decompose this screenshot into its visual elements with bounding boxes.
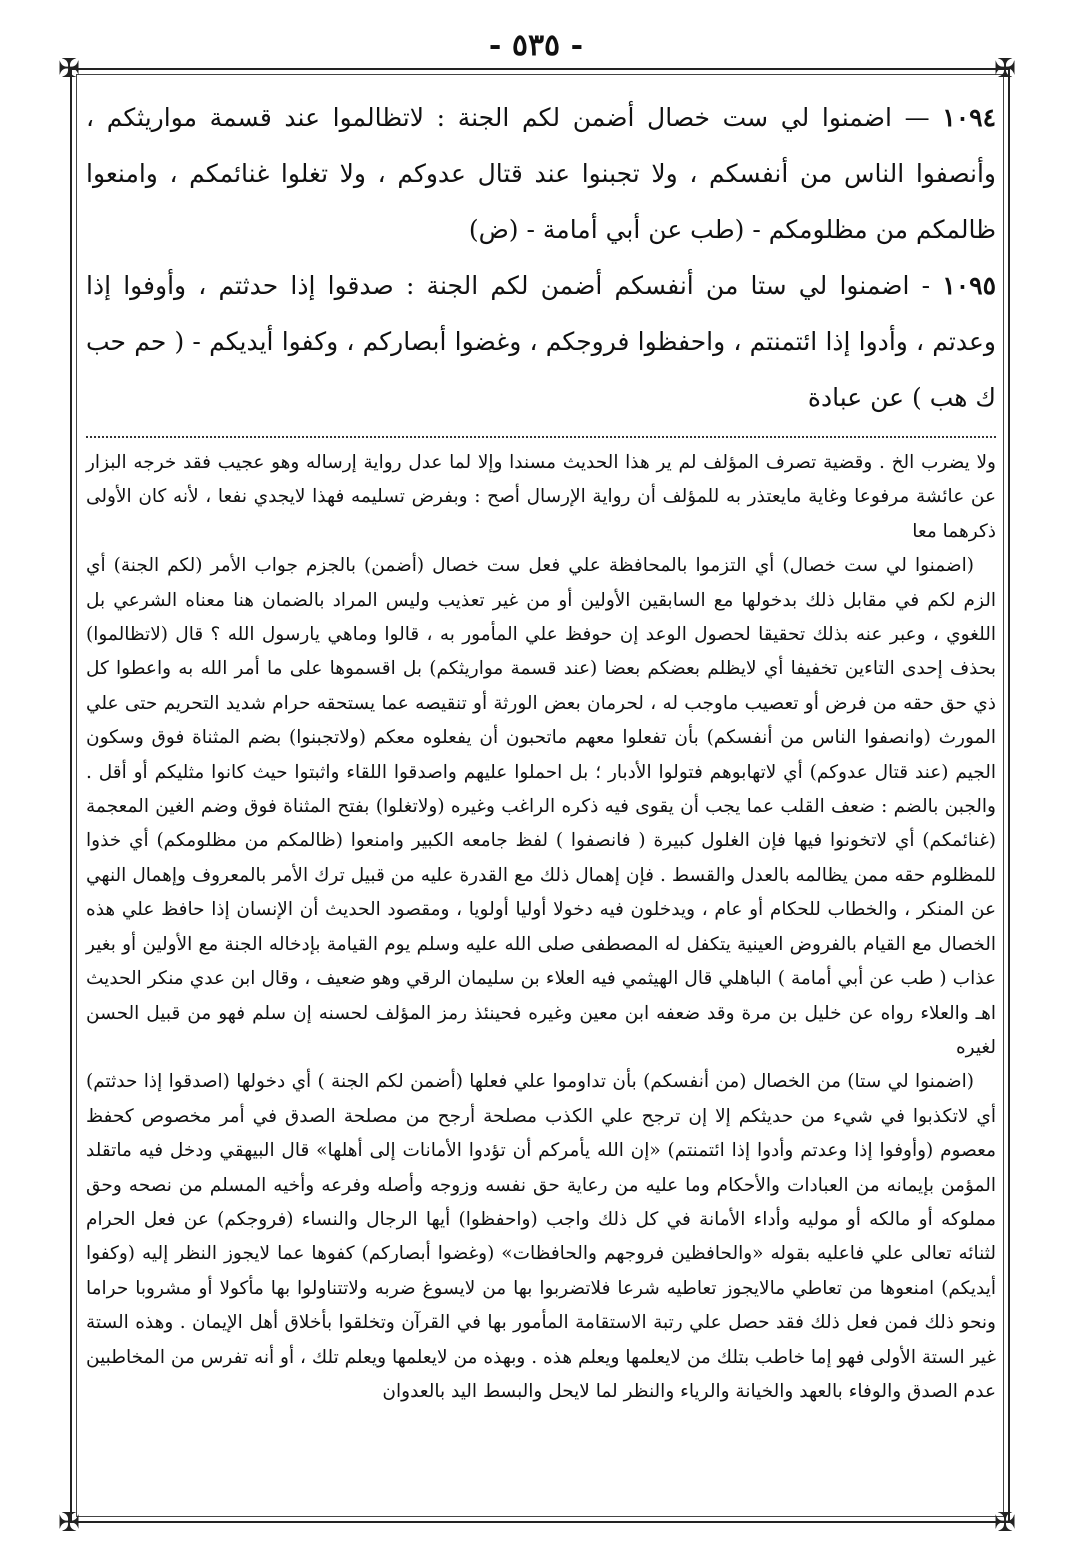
hadith-number: ١٠٩٥ (942, 271, 997, 300)
commentary-paragraph-prev: ولا يضرب الخ . وقضية تصرف المؤلف لم ير هذا الحديث مسندا وإلا لما عدل رواية إرساله وهو عجيب فقد خرجه البزار عن عائشة مرفوعا وغاية مايعتذر به للمؤلف أن رواية الإرسال أصح : وبفرض تسليمه فهذا لايجدي نفعا ، لأنه كان الأولى ذكرهما معا (86, 452, 996, 542)
page-number: - ٥٣٥ - (488, 28, 584, 63)
corner-ornament-icon: ✠ (994, 1508, 1016, 1538)
commentary-paragraph-1095: (اضمنوا لي ستا) من الخصال (من أنفسكم) بأن تداوموا علي فعلها (أضمن لكم الجنة ) أي دخولها (اصدقوا إذا حدثتم) أي لاتكذبوا في شيء من حديثكم إلا إن ترجح علي الكذب مصلحة أرجح من مصلحة الصدق في أمر مخصوص كحفظ معصوم (وأوفوا إذا وعدتم وأدوا إذا ائتمنتم) «إن الله يأمركم أن تؤدوا الأمانات إلى أهلها» قال البيهقي ودخل فيه ماتقلد المؤمن بإيمانه من العبادات والأحكام وما عليه من رعاية حق نفسه وزوجه وأصله وفرعه وأخيه المسلم من نصحه وحق مملوكه أو مالكه أو موليه وأداء الأمانة في كل ذلك واجب (واحفظوا) أيها الرجال والنساء (فروجكم) عن فعل الحرام لثنائه تعالى علي فاعليه بقوله «والحافظين فروجهم والحافظات» (وغضوا أبصاركم) كفوها عما لايجوز النظر إليه (وكفوا أيديكم) امنعوها من تعاطي مالايجوز تعاطيه شرعا فلاتضربوا بها من لايسوغ ضربه ولاتتناولوا بها مأكولا أو مشروبا حراما ونحو ذلك فمن فعل ذلك فقد حصل علي رتبة الاستقامة المأمور بها في القرآن وتخلقوا بأخلاق أهل الإيمان . وهذه الستة غير الستة الأولى فهو إما خاطب بتلك من لايعلمها ويعلم هذه . وبهذه من لايعلمها ويعلم تلك ، أو أنه تفرس من المخاطبين عدم الصدق والوفاء بالعهد والخيانة والرياء والنظر لما لايحل والبسط اليد بالعدوان (86, 1071, 996, 1402)
corner-ornament-icon: ✠ (994, 54, 1016, 84)
dotted-separator (86, 436, 996, 438)
hadith-text: - اضمنوا لي ستا من أنفسكم أضمن لكم الجنة : صدقوا إذا حدثتم ، وأوفوا إذا وعدتم ، وأدوا إذا ائتمنتم ، واحفظوا فروجكم ، وغضوا أبصاركم ، وكفوا أيديكم - ( حم حب ك هب ) عن عبادة (86, 271, 996, 412)
page-content (86, 90, 996, 1409)
corner-ornament-icon: ✠ (58, 1508, 80, 1538)
corner-ornament-icon: ✠ (58, 54, 80, 84)
hadith-1095 (86, 258, 996, 426)
hadith-1094 (86, 90, 996, 258)
commentary-paragraph-1094: (اضمنوا لي ست خصال) أي التزموا بالمحافظة علي فعل ست خصال (أضمن) بالجزم جواب الأمر (لكم الجنة) أي الزم لكم في مقابل ذلك بدخولها مع السابقين الأولين أو من غير تعذيب وليس المراد بالضمان هنا معناه الشرعي بل اللغوي ، وعبر عنه بذلك تحقيقا لحصول الوعد إن حوفظ علي المأمور به ، قالوا وماهي يارسول الله ؟ قال (لاتظالموا) بحذف إحدى التاءين تخفيفا أي لايظلم بعضكم بعضا (عند قسمة مواريثكم) بل اقسموها على ما أمر الله به واعطوا كل ذي حق حقه من فرض أو تعصيب ماوجب له ، لحرمان بعض الورثة أو تنقيصه عما يستحقه حرام شديد التحريم حتى علي المورث (وانصفوا الناس من أنفسكم) بأن تفعلوا معهم ماتحبون أن يفعلوه معكم (ولاتجبنوا) بضم المثناة فوق وسكون الجيم (عند قتال عدوكم) أي لاتهابوهم فتولوا الأدبار ؛ بل احملوا عليهم واصدقوا اللقاء واثبتوا حيث كانوا مثليكم أو أقل . والجبن بالضم : ضعف القلب عما يجب أن يقوى فيه ذكره الراغب وغيره (ولاتغلوا) بفتح المثناة فوق وضم الغين المعجمة (غنائمكم) أي لاتخونوا فيها فإن الغلول كبيرة ( فانصفوا ) لفظ جامعه الكبير وامنعوا (ظالمكم من مظلومكم) أي خذوا للمظلوم حقه ممن يظالمه بالعدل والقسط . فإن إهمال ذلك مع القدرة عليه من قبيل ترك الأمر بالمعروف وإهمال النهي عن المنكر ، والخطاب للحكام أو عام ، ويدخلون فيه دخولا أوليا أولويا ، ومقصود الحديث أن الإنسان إذا حافظ علي هذه الخصال مع القيام بالفروض العينية يتكفل له المصطفى صلى الله عليه وسلم يوم القيامة بإدخاله الجنة مع الأولين أو بغير عذاب ( طب عن أبي أمامة ) الباهلي قال الهيثمي فيه العلاء بن سليمان الرقي وهو ضعيف ، وقال ابن عدي منكر الحديث اهـ والعلاء رواه عن خليل بن مرة وقد ضعفه ابن معين وغيره فحينئذ رمز المؤلف لحسنه إن سلم فهو من قبيل الحسن لغيره (86, 555, 996, 1058)
hadith-text: — اضمنوا لي ست خصال أضمن لكم الجنة : لاتظالموا عند قسمة مواريثكم ، وأنصفوا الناس من أنفسكم ، ولا تجبنوا عند قتال عدوكم ، ولا تغلوا غنائمكم ، وامنعوا ظالمكم من مظلومكم - (طب عن أبي أمامة - (ض) (86, 103, 996, 244)
commentary (86, 446, 996, 1409)
hadith-number: ١٠٩٤ (942, 103, 996, 132)
